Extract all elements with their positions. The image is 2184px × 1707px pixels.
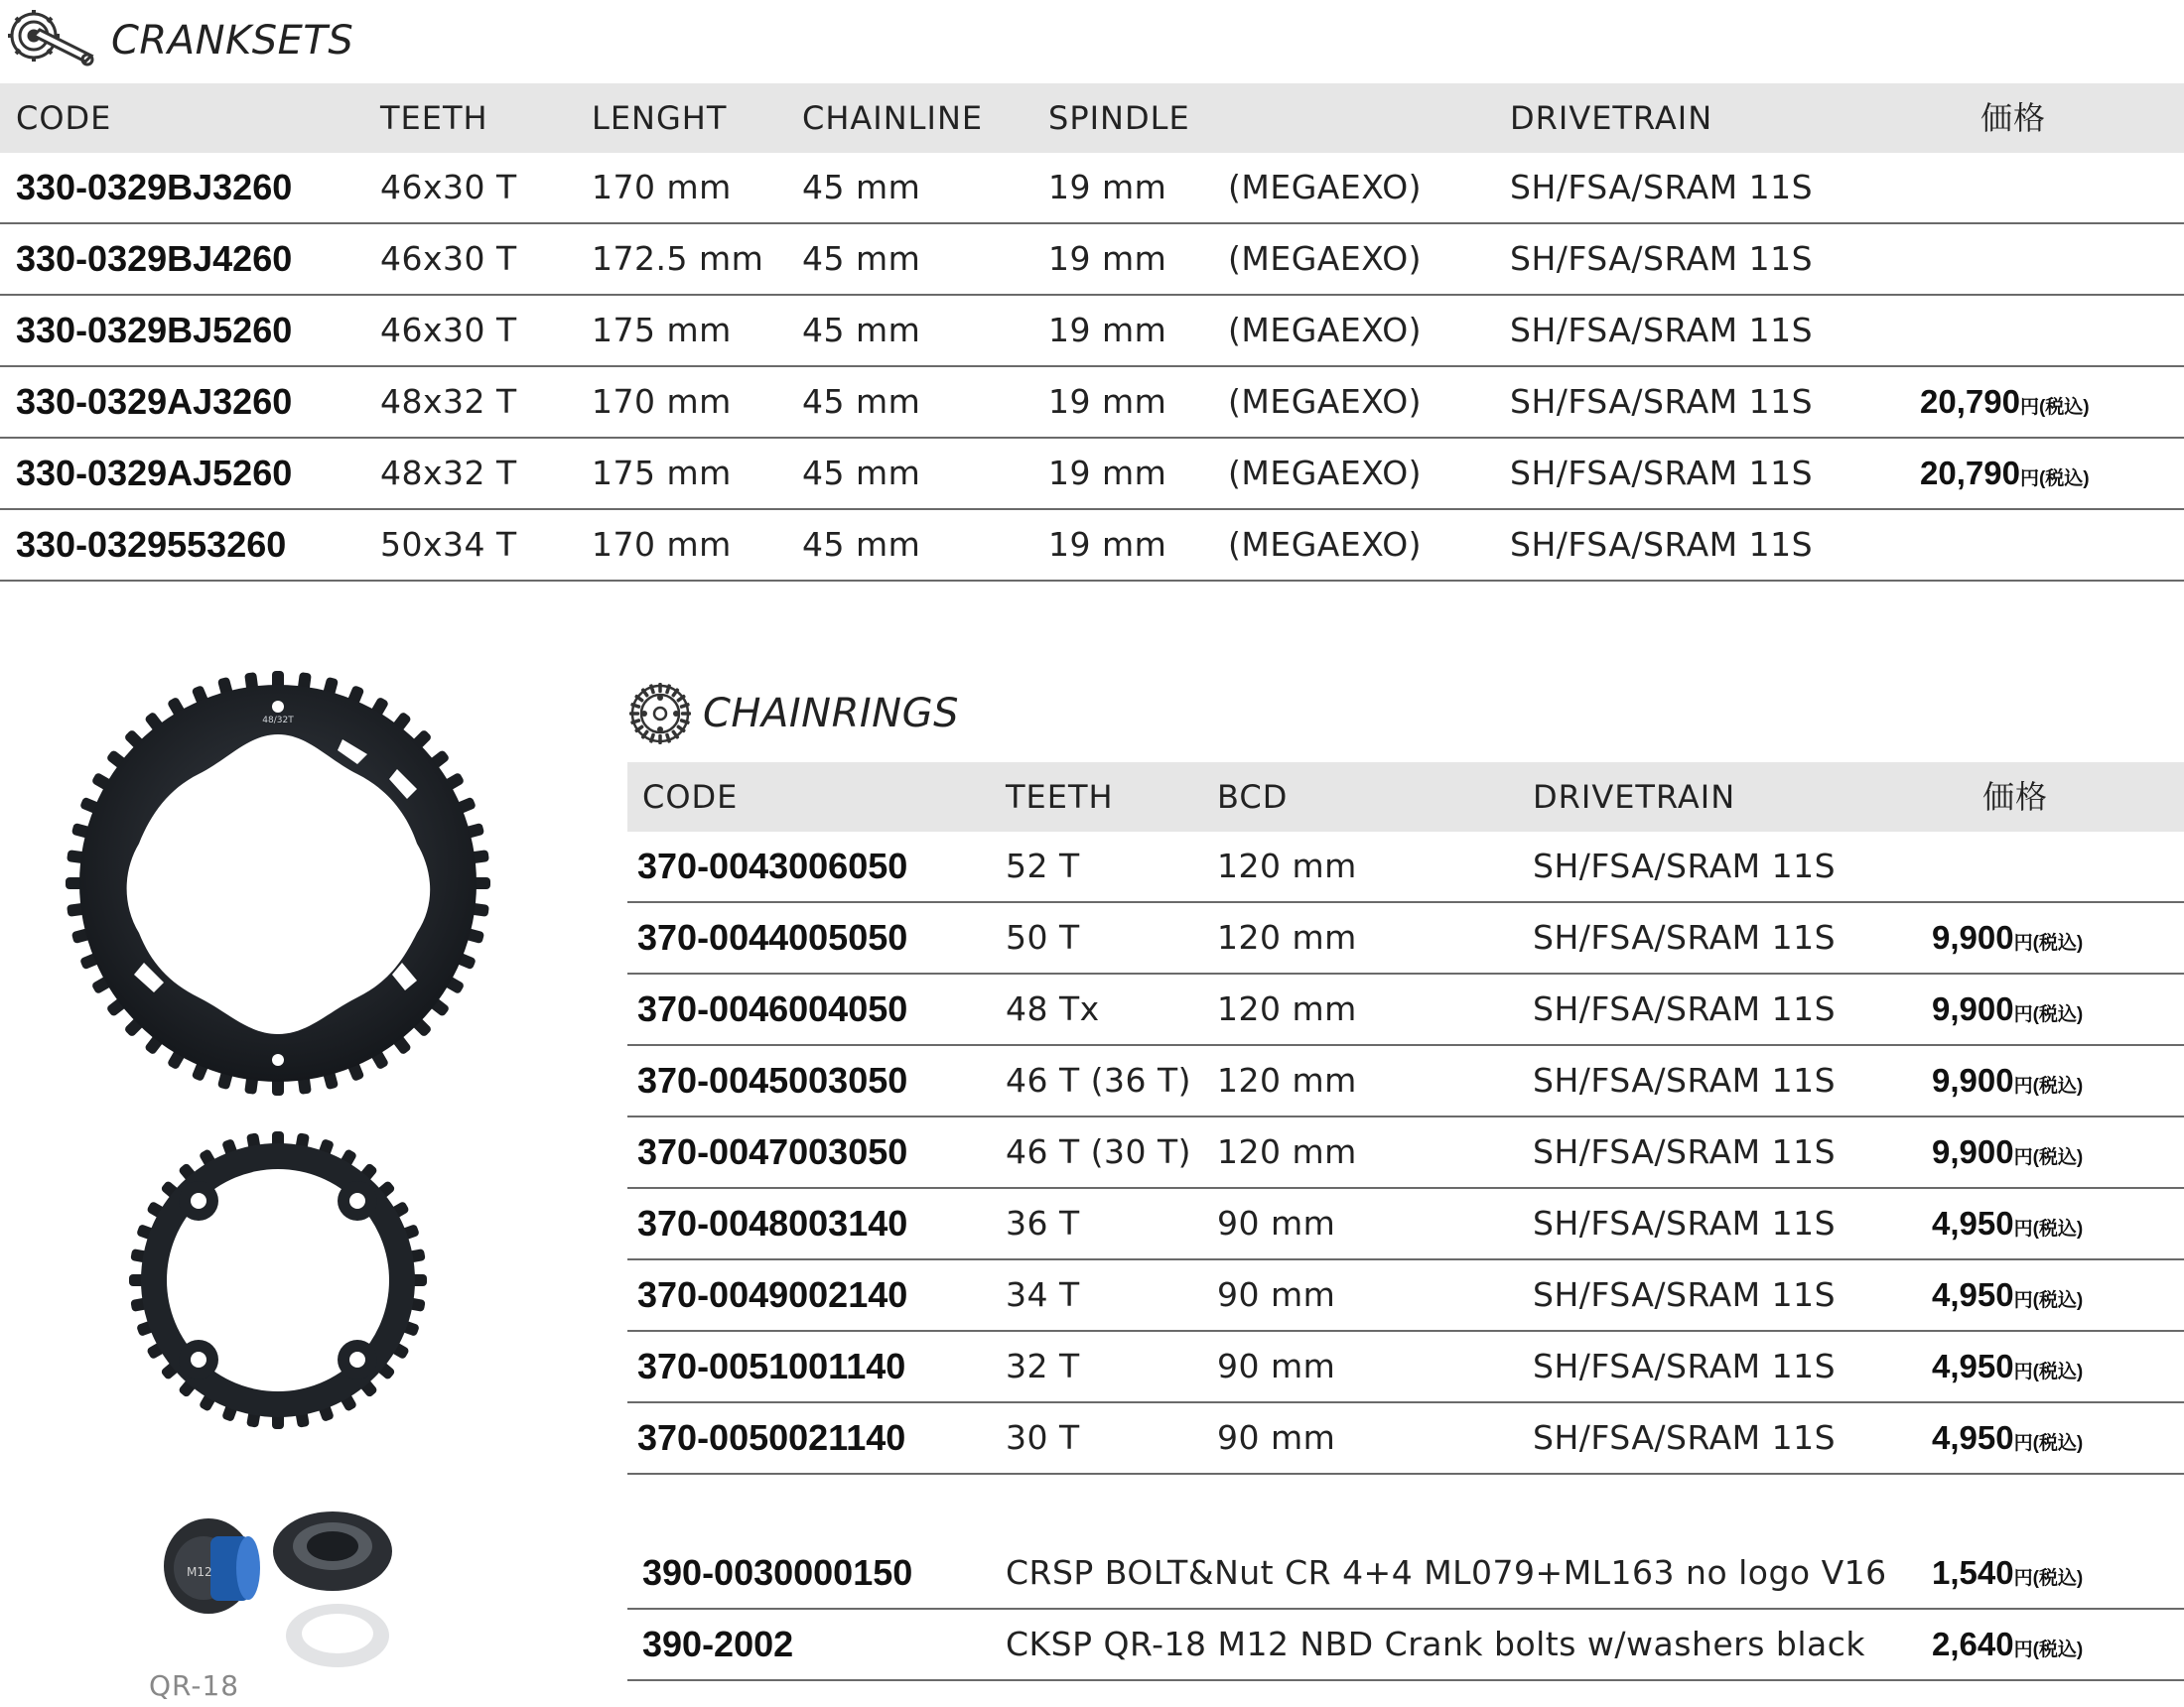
table-row <box>627 1403 2184 1475</box>
code-cell: 390-2002 <box>642 1624 794 1664</box>
length-cell: 172.5 mm <box>592 239 764 278</box>
spindle-cell: 19 mm <box>1048 525 1167 564</box>
price-cell: 1,540円(税込) <box>1932 1554 2084 1591</box>
teeth-cell: 34 T <box>1006 1275 1080 1314</box>
crank-bolts-image <box>149 1497 407 1675</box>
header-code: CODE <box>16 99 112 137</box>
price-suffix: 円(税込) <box>2013 1640 2084 1660</box>
header-price: 価格 <box>1980 99 2047 137</box>
drivetrain-cell: SH/FSA/SRAM 11S <box>1533 1061 1837 1100</box>
code-cell: 330-0329BJ5260 <box>16 310 293 350</box>
teeth-cell: 50x34 T <box>380 525 517 564</box>
price-cell: 20,790円(税込) <box>1920 455 2090 491</box>
price-cell: 4,950円(税込) <box>1932 1276 2084 1313</box>
header-price: 価格 <box>1982 778 2049 816</box>
price-cell: 4,950円(税込) <box>1932 1419 2084 1456</box>
drivetrain-cell: SH/FSA/SRAM 11S <box>1510 311 1814 349</box>
price-suffix: 円(税込) <box>2019 468 2090 489</box>
cranksets-table <box>0 83 2184 582</box>
table-row <box>627 1538 2184 1610</box>
table-row <box>627 1117 2184 1189</box>
table-row <box>627 1046 2184 1117</box>
chainrings-title <box>627 681 959 746</box>
table-row <box>627 1332 2184 1403</box>
bolt-caption: QR-18 <box>149 1669 240 1702</box>
table-row <box>0 153 2184 224</box>
teeth-cell: 48x32 T <box>380 454 517 492</box>
price-cell: 2,640円(税込) <box>1932 1626 2084 1662</box>
header-code: CODE <box>642 778 739 816</box>
bcd-cell: 120 mm <box>1217 1061 1357 1100</box>
spindle-type-cell: (MEGAEXO) <box>1228 311 1423 349</box>
ring-label: 48/32T <box>262 716 294 725</box>
length-cell: 175 mm <box>592 311 732 349</box>
length-cell: 170 mm <box>592 168 732 206</box>
header-drivetrain: DRIVETRAIN <box>1533 778 1736 816</box>
price-suffix: 円(税込) <box>2013 1362 2084 1382</box>
cranksets-title-text: CRANKSETS <box>111 18 354 64</box>
description-cell: CRSP BOLT&Nut CR 4+4 ML079+ML163 no logo V16 <box>1006 1553 1887 1592</box>
teeth-cell: 50 T <box>1006 918 1080 957</box>
bcd-cell: 120 mm <box>1217 918 1357 957</box>
price-cell: 9,900円(税込) <box>1932 1062 2084 1099</box>
teeth-cell: 46x30 T <box>380 311 517 349</box>
table-row <box>627 975 2184 1046</box>
teeth-cell: 46 T (36 T) <box>1006 1061 1192 1100</box>
header-teeth: TEETH <box>1006 778 1114 816</box>
chainline-cell: 45 mm <box>802 382 921 421</box>
length-cell: 175 mm <box>592 454 732 492</box>
code-cell: 370-0049002140 <box>637 1274 908 1315</box>
teeth-cell: 46 T (30 T) <box>1006 1132 1192 1171</box>
price-suffix: 円(税込) <box>2013 1433 2084 1454</box>
price-cell: 9,900円(税込) <box>1932 990 2084 1027</box>
bcd-cell: 90 mm <box>1217 1275 1336 1314</box>
teeth-cell: 48x32 T <box>380 382 517 421</box>
drivetrain-cell: SH/FSA/SRAM 11S <box>1533 1204 1837 1243</box>
header-length: LENGHT <box>592 99 728 137</box>
code-cell: 370-0044005050 <box>637 917 908 958</box>
bcd-cell: 90 mm <box>1217 1204 1336 1243</box>
table-row <box>627 1260 2184 1332</box>
bcd-cell: 120 mm <box>1217 1132 1357 1171</box>
chainline-cell: 45 mm <box>802 311 921 349</box>
spindle-cell: 19 mm <box>1048 239 1167 278</box>
chainrings-title-text: CHAINRINGS <box>703 691 959 736</box>
chainline-cell: 45 mm <box>802 525 921 564</box>
header-teeth: TEETH <box>380 99 488 137</box>
crankset-icon <box>6 6 101 75</box>
header-chainline: CHAINLINE <box>802 99 984 137</box>
code-cell: 370-0048003140 <box>637 1203 908 1244</box>
spindle-type-cell: (MEGAEXO) <box>1228 454 1423 492</box>
bcd-cell: 120 mm <box>1217 847 1357 885</box>
code-cell: 370-0047003050 <box>637 1131 908 1172</box>
header-spindle: SPINDLE <box>1048 99 1190 137</box>
code-cell: 330-0329BJ3260 <box>16 167 293 207</box>
svg-text:M12: M12 <box>187 1565 212 1579</box>
code-cell: 370-0050021140 <box>637 1417 906 1458</box>
chainrings-header-row <box>627 762 2184 832</box>
code-cell: 370-0046004050 <box>637 988 908 1029</box>
code-cell: 370-0043006050 <box>637 846 908 886</box>
price-suffix: 円(税込) <box>2013 1004 2084 1025</box>
spindle-cell: 19 mm <box>1048 454 1167 492</box>
price-suffix: 円(税込) <box>2013 1147 2084 1168</box>
code-cell: 390-0030000150 <box>642 1552 913 1593</box>
code-cell: 370-0045003050 <box>637 1060 908 1101</box>
drivetrain-cell: SH/FSA/SRAM 11S <box>1510 382 1814 421</box>
drivetrain-cell: SH/FSA/SRAM 11S <box>1510 454 1814 492</box>
chainline-cell: 45 mm <box>802 454 921 492</box>
code-cell: 330-0329AJ5260 <box>16 453 293 493</box>
bcd-cell: 120 mm <box>1217 989 1357 1028</box>
price-suffix: 円(税込) <box>2013 1219 2084 1240</box>
chainline-cell: 45 mm <box>802 239 921 278</box>
parts-table <box>627 1538 2184 1681</box>
drivetrain-cell: SH/FSA/SRAM 11S <box>1533 1132 1837 1171</box>
drivetrain-cell: SH/FSA/SRAM 11S <box>1533 918 1837 957</box>
drivetrain-cell: SH/FSA/SRAM 11S <box>1533 1418 1837 1457</box>
teeth-cell: 46x30 T <box>380 168 517 206</box>
price-suffix: 円(税込) <box>2013 1290 2084 1311</box>
price-suffix: 円(税込) <box>2019 397 2090 418</box>
teeth-cell: 32 T <box>1006 1347 1080 1385</box>
length-cell: 170 mm <box>592 525 732 564</box>
spindle-type-cell: (MEGAEXO) <box>1228 168 1423 206</box>
table-row <box>0 224 2184 296</box>
washer-icon <box>286 1604 389 1667</box>
chainline-cell: 45 mm <box>802 168 921 206</box>
price-suffix: 円(税込) <box>2013 1076 2084 1097</box>
teeth-cell: 36 T <box>1006 1204 1080 1243</box>
chainring-small-image <box>124 1126 432 1434</box>
price-suffix: 円(税込) <box>2013 933 2084 954</box>
price-cell: 9,900円(税込) <box>1932 919 2084 956</box>
header-drivetrain: DRIVETRAIN <box>1510 99 1713 137</box>
bcd-cell: 90 mm <box>1217 1347 1336 1385</box>
price-cell: 4,950円(税込) <box>1932 1348 2084 1384</box>
cranksets-title <box>6 6 353 75</box>
table-row <box>0 367 2184 439</box>
code-cell: 330-0329BJ4260 <box>16 238 293 279</box>
chainring-large-image <box>60 665 496 1102</box>
chainring-icon <box>627 681 693 746</box>
price-suffix: 円(税込) <box>2013 1568 2084 1589</box>
code-cell: 330-0329AJ3260 <box>16 381 293 422</box>
header-bcd: BCD <box>1217 778 1289 816</box>
spindle-cell: 19 mm <box>1048 311 1167 349</box>
teeth-cell: 46x30 T <box>380 239 517 278</box>
spindle-type-cell: (MEGAEXO) <box>1228 382 1423 421</box>
teeth-cell: 48 Tx <box>1006 989 1100 1028</box>
drivetrain-cell: SH/FSA/SRAM 11S <box>1533 1347 1837 1385</box>
drivetrain-cell: SH/FSA/SRAM 11S <box>1533 847 1837 885</box>
bolt-icon <box>164 1518 260 1614</box>
table-row <box>627 832 2184 903</box>
length-cell: 170 mm <box>592 382 732 421</box>
price-cell: 4,950円(税込) <box>1932 1205 2084 1242</box>
table-row <box>627 1189 2184 1260</box>
washer-nut-icon <box>273 1511 392 1591</box>
drivetrain-cell: SH/FSA/SRAM 11S <box>1510 525 1814 564</box>
price-cell: 20,790円(税込) <box>1920 383 2090 420</box>
teeth-cell: 30 T <box>1006 1418 1080 1457</box>
spindle-type-cell: (MEGAEXO) <box>1228 525 1423 564</box>
drivetrain-cell: SH/FSA/SRAM 11S <box>1510 239 1814 278</box>
teeth-cell: 52 T <box>1006 847 1080 885</box>
table-row <box>0 510 2184 582</box>
code-cell: 370-0051001140 <box>637 1346 906 1386</box>
spindle-cell: 19 mm <box>1048 168 1167 206</box>
description-cell: CKSP QR-18 M12 NBD Crank bolts w/washers black <box>1006 1625 1865 1663</box>
price-cell: 9,900円(税込) <box>1932 1133 2084 1170</box>
table-row <box>0 296 2184 367</box>
table-row <box>627 1610 2184 1681</box>
drivetrain-cell: SH/FSA/SRAM 11S <box>1533 1275 1837 1314</box>
spindle-cell: 19 mm <box>1048 382 1167 421</box>
drivetrain-cell: SH/FSA/SRAM 11S <box>1533 989 1837 1028</box>
cranksets-header-row <box>0 83 2184 153</box>
table-row <box>627 903 2184 975</box>
drivetrain-cell: SH/FSA/SRAM 11S <box>1510 168 1814 206</box>
table-row <box>0 439 2184 510</box>
spindle-type-cell: (MEGAEXO) <box>1228 239 1423 278</box>
code-cell: 330-0329553260 <box>16 524 287 565</box>
chainrings-table <box>627 762 2184 1475</box>
bcd-cell: 90 mm <box>1217 1418 1336 1457</box>
